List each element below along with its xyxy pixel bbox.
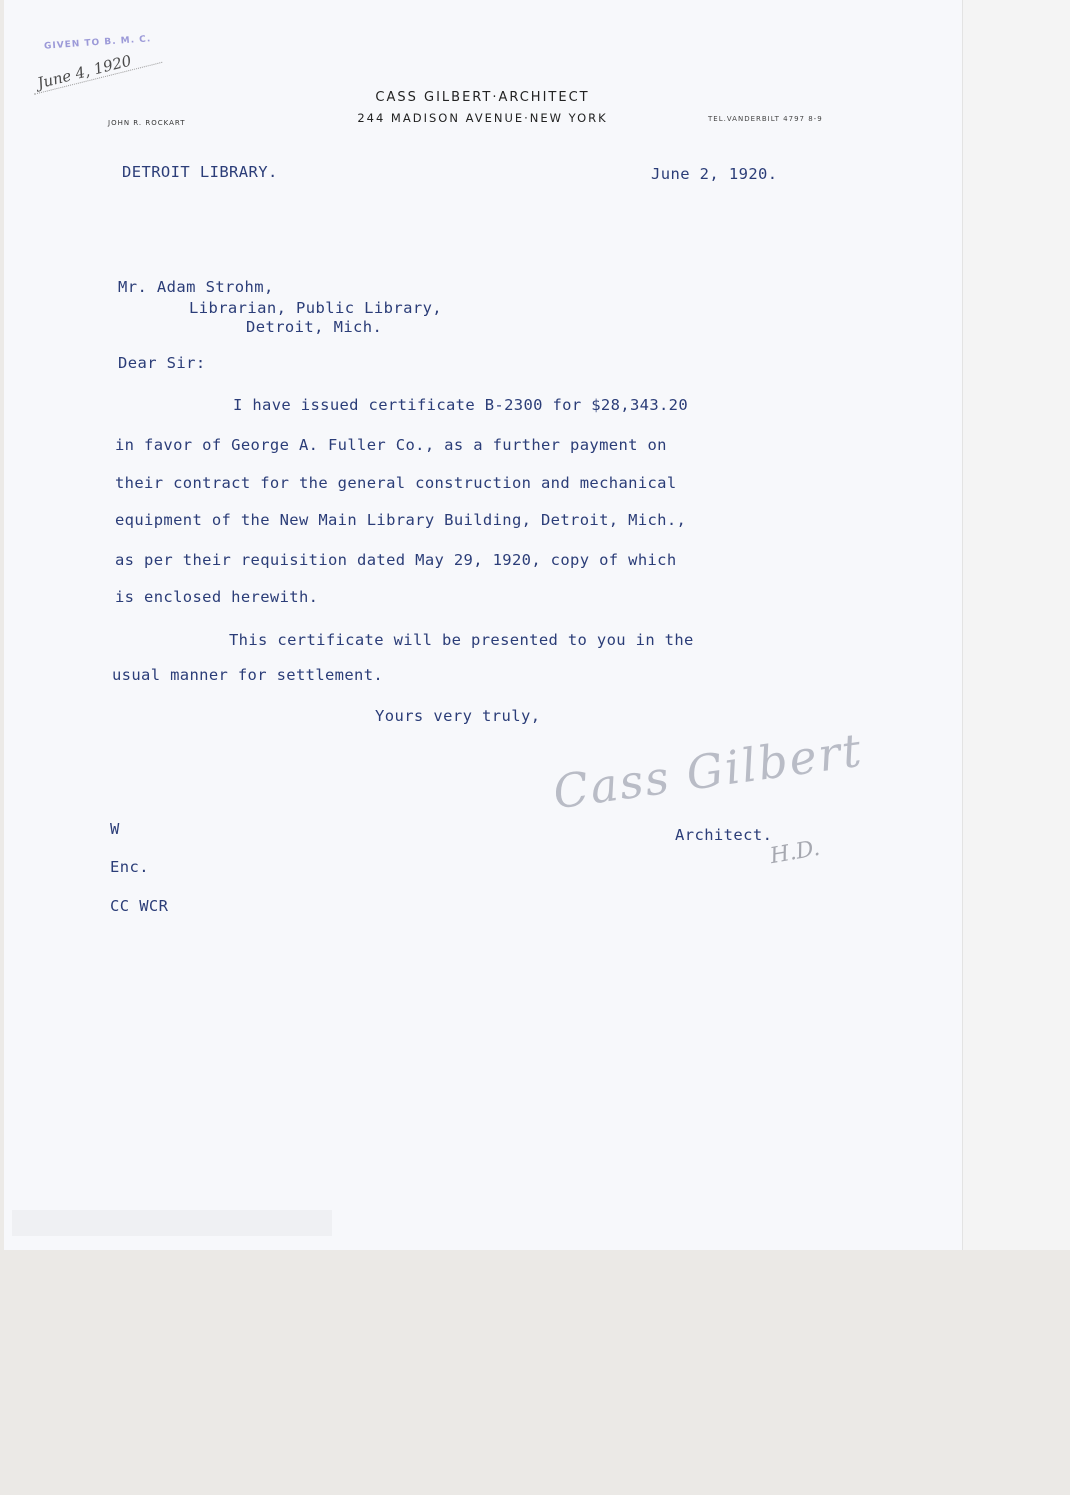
handwritten-date: June 4, 1920 (30, 44, 163, 94)
paragraph-1-line: in favor of George A. Fuller Co., as a further payment on (115, 436, 667, 454)
signature: Cass Gilbert (549, 722, 867, 820)
letterhead-address: 244 MADISON AVENUE·NEW YORK (357, 111, 608, 125)
carbon-copy-note: CC WCR (110, 897, 169, 915)
typist-initial: W (110, 820, 120, 838)
salutation: Dear Sir: (118, 354, 206, 372)
handwritten-initials: H.D. (768, 835, 822, 870)
scan-background (0, 1250, 1070, 1495)
letter-subject: DETROIT LIBRARY. (122, 163, 278, 181)
letter-date: June 2, 1920. (651, 165, 778, 183)
recipient-line-2: Librarian, Public Library, (189, 299, 443, 317)
letter-page (4, 0, 962, 1250)
scan-edge (962, 0, 1070, 1250)
recipient-line-1: Mr. Adam Strohm, (118, 278, 274, 296)
received-stamp: GIVEN TO B. M. C. (43, 34, 152, 52)
paragraph-1-line: their contract for the general construction and mechanical (115, 474, 677, 492)
bleed-through-mark (12, 1210, 332, 1236)
closing: Yours very truly, (375, 707, 541, 725)
paragraph-1-line: equipment of the New Main Library Building, Detroit, Mich., (115, 511, 687, 529)
enclosure-note: Enc. (110, 858, 149, 876)
signer-title: Architect. (675, 826, 773, 844)
letterhead-left: JOHN R. ROCKART (108, 119, 186, 127)
paragraph-2-line: This certificate will be presented to you in the (229, 631, 694, 649)
paragraph-1-line: I have issued certificate B-2300 for $28,343.20 (233, 396, 689, 414)
paragraph-2-line: usual manner for settlement. (112, 666, 384, 684)
recipient-line-3: Detroit, Mich. (246, 318, 383, 336)
paragraph-1-line: as per their requisition dated May 29, 1920, copy of which (115, 551, 677, 569)
paragraph-1-line: is enclosed herewith. (115, 588, 319, 606)
letterhead-telephone: TEL.VANDERBILT 4797 8-9 (708, 115, 823, 123)
letterhead-name: CASS GILBERT·ARCHITECT (375, 90, 590, 105)
